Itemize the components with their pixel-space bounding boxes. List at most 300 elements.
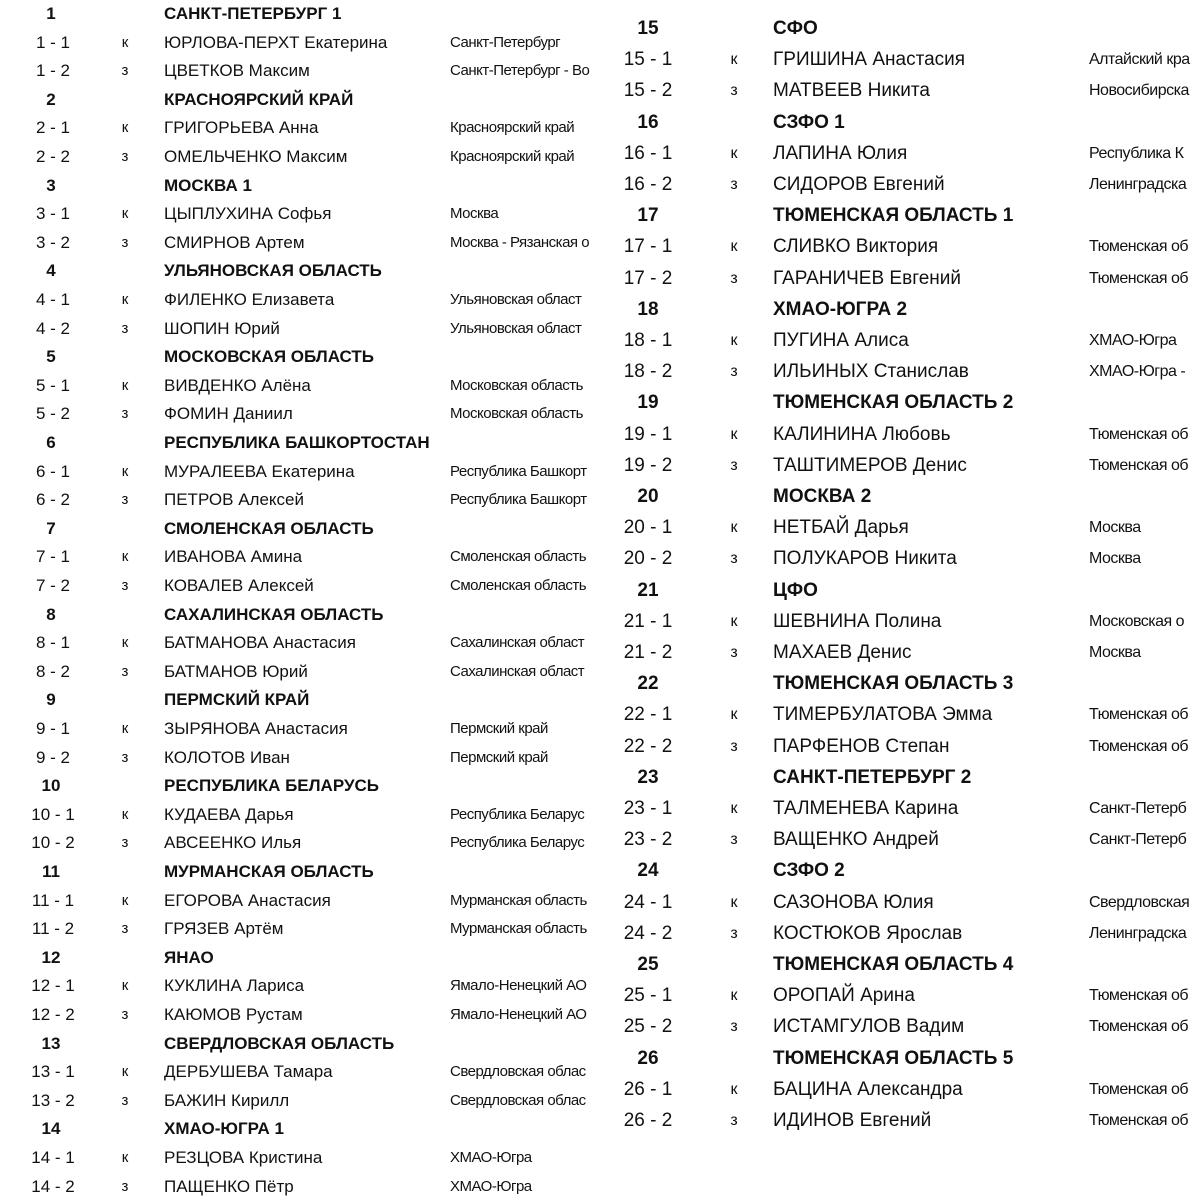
player-row <box>605 701 1200 729</box>
player-row <box>605 608 1200 636</box>
player-number: 10 - 2 <box>31 833 75 853</box>
player-name: МАТВЕЕВ Никита <box>773 80 930 102</box>
player-region: Пермский край <box>450 720 548 737</box>
player-number: 25 - 1 <box>623 985 673 1007</box>
player-name: АВСЕЕНКО Илья <box>164 833 302 853</box>
player-row <box>0 459 600 485</box>
player-row <box>605 514 1200 542</box>
team-name: СЗФО 1 <box>773 111 845 133</box>
player-region: ХМАО-Югра <box>450 1177 532 1195</box>
player-name: ИСТАМГУЛОВ Вадим <box>773 1016 965 1038</box>
player-region: Тюменская об <box>1089 706 1189 724</box>
player-role: к <box>121 1149 129 1166</box>
team-header <box>0 602 600 628</box>
team-header <box>605 764 1200 792</box>
player-region: Тюменская об <box>1089 425 1189 443</box>
player-row <box>605 920 1200 948</box>
team-name: МОСКВА 1 <box>164 175 252 195</box>
team-number: 21 <box>637 579 659 601</box>
player-region: Ямало-Ненецкий АО <box>450 1006 587 1023</box>
player-role: к <box>121 634 129 652</box>
player-number: 15 - 1 <box>623 49 673 71</box>
player-region: Санкт-Петерб <box>1089 831 1187 849</box>
player-role: к <box>730 332 738 349</box>
player-row <box>605 77 1200 105</box>
player-name: ЗЫРЯНОВА Анастасия <box>164 719 348 738</box>
player-number: 7 - 1 <box>35 547 71 567</box>
player-row <box>0 830 600 856</box>
player-row <box>605 46 1200 74</box>
player-role: к <box>730 612 738 630</box>
player-name: ПУГИНА Алиса <box>773 330 909 351</box>
player-number: 5 - 2 <box>35 404 71 424</box>
player-region: Смоленская область <box>450 577 587 594</box>
player-number: 21 - 1 <box>623 610 673 632</box>
player-name: ВАЩЕНКО Андрей <box>773 829 939 851</box>
player-number: 20 - 1 <box>623 517 673 539</box>
player-role: з <box>121 405 129 423</box>
team-number: 11 <box>42 862 60 881</box>
player-role: к <box>730 706 738 724</box>
player-name: МАХАЕВ Денис <box>773 642 912 663</box>
team-name: МОСКОВСКАЯ ОБЛАСТЬ <box>164 347 375 367</box>
player-number: 14 - 1 <box>31 1148 75 1167</box>
team-name: УЛЬЯНОВСКАЯ ОБЛАСТЬ <box>164 261 382 281</box>
player-row <box>0 573 600 599</box>
player-name: КОСТЮКОВ Ярослав <box>773 922 963 944</box>
player-name: ИДИНОВ Евгений <box>773 1110 932 1131</box>
player-number: 11 - 1 <box>31 890 75 910</box>
player-role: з <box>121 1006 129 1023</box>
team-number: 24 <box>637 860 659 882</box>
player-name: ШЕВНИНА Полина <box>773 610 942 632</box>
player-name: РЕЗЦОВА Кристина <box>164 1148 323 1167</box>
player-number: 9 - 2 <box>35 747 71 767</box>
player-region: ХМАО-Югра - <box>1089 363 1186 381</box>
player-name: СЛИВКО Виктория <box>773 236 939 258</box>
player-name: ПАЩЕНКО Пётр <box>164 1176 294 1196</box>
player-role: з <box>730 82 738 100</box>
player-row <box>605 265 1200 293</box>
player-number: 25 - 2 <box>623 1016 673 1038</box>
team-number: 14 <box>41 1119 61 1139</box>
player-name: СМИРНОВ Артем <box>164 232 305 252</box>
player-row <box>605 140 1200 168</box>
player-role: к <box>121 205 129 223</box>
team-number: 18 <box>637 298 659 320</box>
team-header <box>605 15 1200 43</box>
player-name: КУКЛИНА Лариса <box>164 976 305 996</box>
team-number: 10 <box>41 776 61 796</box>
player-name: ИЛЬИНЫХ Станислав <box>773 361 969 383</box>
team-number: 4 <box>46 261 56 281</box>
player-role: з <box>121 834 129 852</box>
player-name: ГАРАНИЧЕВ Евгений <box>773 267 961 289</box>
player-role: к <box>730 238 738 256</box>
player-number: 8 - 2 <box>35 661 71 681</box>
player-role: з <box>121 233 129 251</box>
player-row <box>605 639 1200 667</box>
player-name: ТАЛМЕНЕВА Карина <box>773 798 959 819</box>
player-number: 17 - 1 <box>623 236 673 258</box>
player-region: Ульяновская област <box>450 319 582 337</box>
player-role: з <box>121 920 129 938</box>
player-name: ШОПИН Юрий <box>164 318 280 338</box>
player-row <box>0 716 600 742</box>
player-role: з <box>121 662 129 680</box>
player-region: Тюменская об <box>1089 737 1189 755</box>
player-number: 17 - 2 <box>623 267 673 289</box>
team-header <box>0 344 600 370</box>
player-number: 2 - 1 <box>35 118 71 138</box>
player-number: 13 - 1 <box>31 1062 75 1082</box>
team-name: СВЕРДЛОВСКАЯ ОБЛАСТЬ <box>164 1033 395 1053</box>
team-header <box>0 945 600 971</box>
player-role: к <box>730 987 738 1005</box>
team-name: СМОЛЕНСКАЯ ОБЛАСТЬ <box>164 518 374 538</box>
team-number: 25 <box>637 954 659 975</box>
team-name: МУРМАНСКАЯ ОБЛАСТЬ <box>164 862 374 881</box>
player-row <box>0 401 600 427</box>
player-number: 22 - 2 <box>623 735 673 757</box>
player-row <box>0 802 600 828</box>
team-header <box>605 109 1200 137</box>
player-region: Свердловская <box>1089 893 1190 911</box>
team-number: 12 <box>41 947 61 967</box>
player-row <box>0 659 600 685</box>
player-region: Республика К <box>1089 144 1184 162</box>
player-region: Тюменская об <box>1089 1018 1189 1036</box>
player-region: Москва <box>450 205 499 223</box>
player-number: 14 - 2 <box>31 1176 75 1196</box>
team-header <box>605 202 1200 230</box>
team-name: ПЕРМСКИЙ КРАЙ <box>164 690 310 710</box>
player-row <box>0 973 600 999</box>
player-row <box>605 545 1200 573</box>
player-region: Республика Беларус <box>450 834 585 852</box>
team-header <box>605 670 1200 698</box>
player-name: ЛАПИНА Юлия <box>773 142 908 164</box>
team-number: 22 <box>637 673 659 695</box>
player-role: з <box>730 550 738 568</box>
player-role: з <box>730 1112 738 1129</box>
player-number: 2 - 2 <box>35 147 71 166</box>
player-region: Московская область <box>450 405 583 423</box>
player-row <box>0 58 600 84</box>
player-region: Тюменская об <box>1089 456 1189 474</box>
player-row <box>0 287 600 313</box>
player-name: ОМЕЛЬЧЕНКО Максим <box>164 147 348 166</box>
player-role: к <box>121 891 129 909</box>
player-row <box>0 487 600 513</box>
team-name: ЦФО <box>773 579 818 601</box>
team-name: ТЮМЕНСКАЯ ОБЛАСТЬ 3 <box>773 673 1014 695</box>
player-region: Республика Беларус <box>450 805 585 823</box>
team-name: ТЮМЕНСКАЯ ОБЛАСТЬ 5 <box>773 1047 1014 1069</box>
player-number: 6 - 2 <box>35 490 71 510</box>
player-role: з <box>730 737 738 755</box>
player-role: к <box>121 291 129 308</box>
player-row <box>0 115 600 141</box>
player-region: Пермский край <box>450 748 548 766</box>
team-number: 17 <box>637 205 659 227</box>
player-row <box>0 745 600 771</box>
team-number: 16 <box>637 111 659 133</box>
player-row <box>0 888 600 914</box>
player-region: Тюменская об <box>1089 987 1189 1005</box>
player-role: з <box>121 748 129 766</box>
player-region: Республика Башкорт <box>450 491 587 509</box>
player-region: Мурманская область <box>450 891 587 909</box>
player-row <box>0 544 600 570</box>
player-number: 4 - 1 <box>35 290 71 309</box>
team-header <box>0 1031 600 1057</box>
team-name: САНКТ-ПЕТЕРБУРГ 2 <box>773 766 972 788</box>
team-header <box>605 483 1200 511</box>
player-row <box>0 1002 600 1028</box>
team-name: САНКТ-ПЕТЕРБУРГ 1 <box>164 4 342 23</box>
player-number: 23 - 2 <box>623 829 673 851</box>
team-number: 23 <box>637 766 659 788</box>
team-number: 26 <box>637 1047 659 1069</box>
player-name: СИДОРОВ Евгений <box>773 174 945 195</box>
team-header <box>0 773 600 799</box>
player-region: Тюменская об <box>1089 269 1189 287</box>
team-number: 15 <box>637 18 659 39</box>
player-row <box>605 327 1200 355</box>
team-number: 6 <box>46 433 56 452</box>
player-name: КУДАЕВА Дарья <box>164 804 294 824</box>
player-region: Сахалинская област <box>450 634 585 652</box>
player-region: Тюменская об <box>1089 1112 1189 1129</box>
player-name: КАЮМОВ Рустам <box>164 1005 303 1024</box>
player-row <box>605 1076 1200 1104</box>
player-row <box>0 1088 600 1114</box>
team-header <box>0 87 600 113</box>
player-role: к <box>121 977 129 995</box>
right-column <box>605 0 1200 1200</box>
player-region: Москва - Рязанская о <box>450 233 590 251</box>
player-role: з <box>730 924 738 942</box>
player-number: 18 - 2 <box>623 361 673 383</box>
player-number: 24 - 2 <box>623 922 673 944</box>
player-role: к <box>121 805 129 823</box>
player-role: к <box>121 119 129 137</box>
player-name: ВИВДЕНКО Алёна <box>164 375 311 395</box>
player-region: Республика Башкорт <box>450 462 587 480</box>
player-name: ПАРФЕНОВ Степан <box>773 735 950 757</box>
player-number: 7 - 2 <box>35 576 71 595</box>
player-name: КОВАЛЕВ Алексей <box>164 576 314 595</box>
player-role: з <box>730 456 738 474</box>
player-role: з <box>730 644 738 661</box>
player-name: ТАШТИМЕРОВ Денис <box>773 454 967 476</box>
player-number: 3 - 2 <box>35 232 71 252</box>
team-number: 13 <box>41 1033 61 1053</box>
team-header <box>0 430 600 456</box>
player-region: Красноярский край <box>450 119 575 137</box>
player-number: 24 - 1 <box>623 891 673 913</box>
team-name: САХАЛИНСКАЯ ОБЛАСТЬ <box>164 604 384 624</box>
player-name: ФИЛЕНКО Елизавета <box>164 290 335 309</box>
player-region: Сахалинская област <box>450 662 585 680</box>
player-role: к <box>730 1080 738 1098</box>
player-row <box>0 1059 600 1085</box>
player-number: 20 - 2 <box>623 548 673 570</box>
team-header <box>605 577 1200 605</box>
team-name: ТЮМЕНСКАЯ ОБЛАСТЬ 4 <box>773 954 1014 975</box>
player-region: Ямало-Ненецкий АО <box>450 977 587 995</box>
player-role: к <box>121 33 129 51</box>
player-role: з <box>730 1018 738 1036</box>
team-number: 3 <box>46 175 56 195</box>
team-header <box>0 859 600 885</box>
player-number: 3 - 1 <box>35 204 71 224</box>
team-number: 20 <box>637 486 659 507</box>
player-number: 15 - 2 <box>623 80 673 102</box>
player-role: к <box>121 462 129 480</box>
team-header <box>0 516 600 542</box>
team-name: КРАСНОЯРСКИЙ КРАЙ <box>164 89 354 109</box>
team-name: ТЮМЕНСКАЯ ОБЛАСТЬ 2 <box>773 392 1014 414</box>
player-role: к <box>730 519 738 537</box>
player-number: 16 - 1 <box>623 142 673 164</box>
player-row <box>605 795 1200 823</box>
player-role: з <box>121 491 129 509</box>
team-header <box>605 296 1200 324</box>
player-region: Смоленская область <box>450 548 587 566</box>
player-name: БАТМАНОВА Анастасия <box>164 633 356 653</box>
player-role: к <box>121 376 129 394</box>
player-region: Красноярский край <box>450 148 575 165</box>
team-name: ХМАО-ЮГРА 1 <box>164 1119 284 1139</box>
player-number: 23 - 1 <box>623 798 673 819</box>
team-header <box>605 389 1200 417</box>
player-name: БАЦИНА Александра <box>773 1078 963 1100</box>
player-name: КАЛИНИНА Любовь <box>773 423 951 445</box>
player-region: Тюменская об <box>1089 1080 1189 1098</box>
player-role: к <box>121 548 129 566</box>
player-region: Москва <box>1089 519 1141 537</box>
player-row <box>605 171 1200 199</box>
player-row <box>0 230 600 256</box>
player-region: Новосибирска <box>1089 82 1189 100</box>
player-name: ПЕТРОВ Алексей <box>164 490 304 510</box>
player-row <box>605 1013 1200 1041</box>
player-name: ПОЛУКАРОВ Никита <box>773 548 957 570</box>
player-region: ХМАО-Югра <box>1089 332 1177 349</box>
player-number: 13 - 2 <box>31 1090 75 1110</box>
player-row <box>605 233 1200 261</box>
player-role: з <box>121 148 129 165</box>
player-name: ФОМИН Даниил <box>164 404 293 424</box>
player-role: з <box>730 269 738 287</box>
player-row <box>605 733 1200 761</box>
player-row <box>605 826 1200 854</box>
player-name: ГРЯЗЕВ Артём <box>164 919 284 939</box>
team-header <box>605 951 1200 979</box>
player-name: ЕГОРОВА Анастасия <box>164 890 331 910</box>
player-row <box>0 144 600 170</box>
player-region: Алтайский кра <box>1089 51 1190 69</box>
player-row <box>605 421 1200 449</box>
player-number: 26 - 1 <box>623 1078 673 1100</box>
player-number: 12 - 1 <box>31 976 75 996</box>
player-region: Санкт-Петербург - Во <box>450 62 590 80</box>
team-header <box>605 857 1200 885</box>
player-region: Ленинградска <box>1089 176 1187 193</box>
player-region: Мурманская область <box>450 920 587 938</box>
player-region: Москва <box>1089 644 1141 661</box>
player-role: з <box>121 1091 129 1109</box>
player-number: 1 - 1 <box>35 32 71 52</box>
player-number: 9 - 1 <box>35 719 71 738</box>
player-number: 8 - 1 <box>35 633 71 653</box>
player-row <box>605 1107 1200 1135</box>
player-row <box>605 982 1200 1010</box>
team-header <box>0 258 600 284</box>
player-role: з <box>730 363 738 381</box>
team-number: 8 <box>46 604 56 624</box>
team-header <box>0 173 600 199</box>
player-name: ТИМЕРБУЛАТОВА Эмма <box>773 704 993 726</box>
player-number: 26 - 2 <box>623 1110 673 1131</box>
player-name: БАЖИН Кирилл <box>164 1090 290 1110</box>
player-number: 16 - 2 <box>623 174 673 195</box>
player-name: БАТМАНОВ Юрий <box>164 661 308 681</box>
player-name: ГРИШИНА Анастасия <box>773 49 966 71</box>
player-region: Санкт-Петерб <box>1089 800 1187 817</box>
player-role: к <box>730 425 738 443</box>
player-role: з <box>121 319 129 337</box>
player-row <box>0 201 600 227</box>
team-name: РЕСПУБЛИКА БЕЛАРУСЬ <box>164 776 380 796</box>
player-region: Санкт-Петербург <box>450 33 561 51</box>
team-name: СЗФО 2 <box>773 860 845 882</box>
player-number: 6 - 1 <box>35 461 71 481</box>
player-name: ИВАНОВА Амина <box>164 547 303 567</box>
player-role: к <box>730 800 738 817</box>
player-row <box>0 30 600 56</box>
team-name: МОСКВА 2 <box>773 486 872 507</box>
player-number: 11 - 2 <box>31 919 75 939</box>
player-region: Московская область <box>450 376 583 394</box>
player-number: 19 - 2 <box>623 454 673 476</box>
player-region: Московская о <box>1089 612 1185 630</box>
team-header <box>0 687 600 713</box>
player-name: КОЛОТОВ Иван <box>164 747 290 767</box>
team-name: ХМАО-ЮГРА 2 <box>773 298 908 320</box>
player-row <box>0 630 600 656</box>
player-name: ЮРЛОВА-ПЕРХТ Екатерина <box>164 32 388 52</box>
player-row <box>0 1174 600 1200</box>
player-role: з <box>121 577 129 594</box>
player-region: Ульяновская област <box>450 291 582 308</box>
player-region: Свердловская облас <box>450 1063 586 1081</box>
player-name: ЦВЕТКОВ Максим <box>164 61 310 81</box>
player-row <box>605 452 1200 480</box>
team-number: 5 <box>46 347 56 367</box>
player-row <box>0 1145 600 1171</box>
team-name: РЕСПУБЛИКА БАШКОРТОСТАН <box>164 433 430 452</box>
player-region: ХМАО-Югра <box>450 1149 532 1166</box>
player-name: НЕТБАЙ Дарья <box>773 517 909 539</box>
player-role: з <box>121 62 129 80</box>
team-number: 19 <box>637 392 659 414</box>
player-role: з <box>730 831 738 849</box>
player-number: 10 - 1 <box>31 804 75 824</box>
player-number: 4 - 2 <box>35 318 71 338</box>
